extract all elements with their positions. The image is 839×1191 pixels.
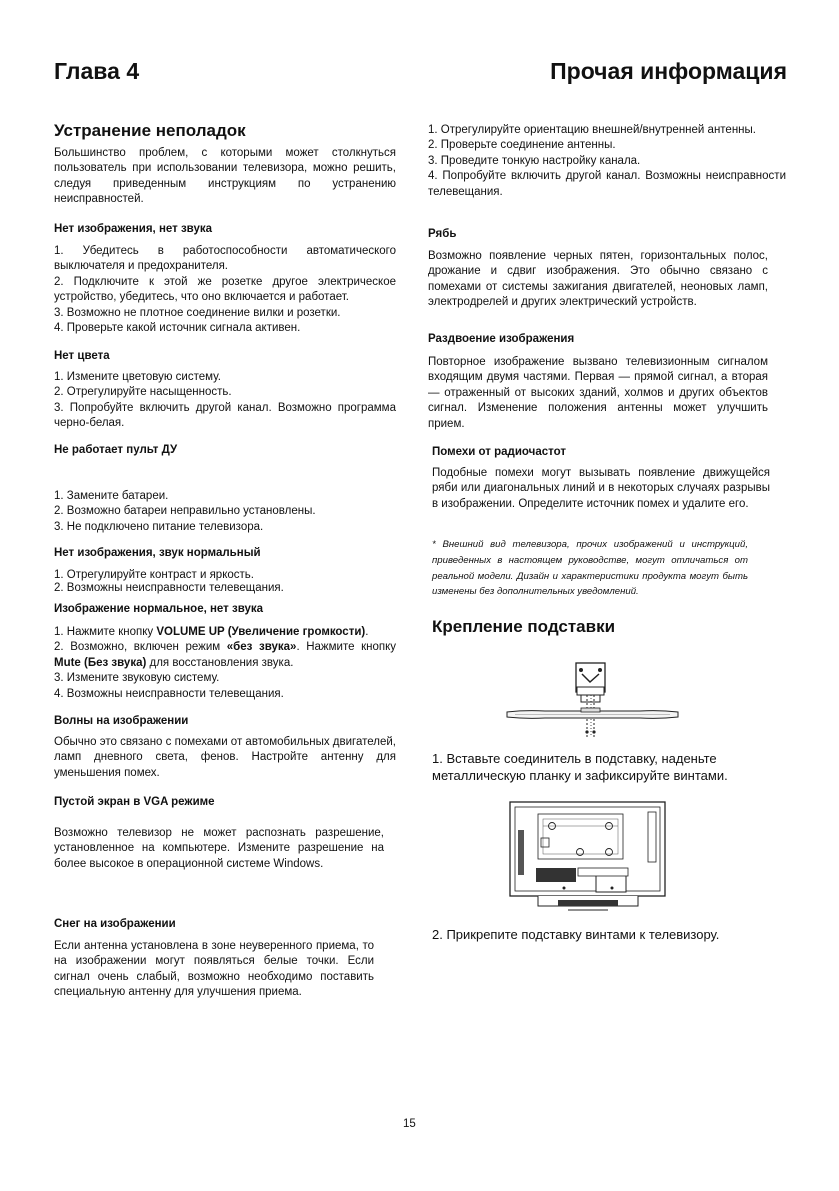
list-item: 2. Проверьте соединение антенны. — [428, 139, 616, 152]
text-run: 2. Возможно, включен режим — [54, 641, 227, 654]
no-color-list — [54, 370, 396, 432]
tv-back-panel — [510, 802, 665, 896]
ghosting-heading: Раздвоение изображения — [428, 333, 575, 345]
vga-heading: Пустой экран в VGA режиме — [54, 796, 215, 808]
list-item: 4. Попробуйте включить другой канал. Возможны неисправности телевещания. — [428, 170, 786, 198]
rf-text: Подобные помехи могут вызывать появление движущейся ряби или диагональных линий и в некоторых случаях разрывы в изображении. Определите источник помех и удалите его. — [432, 467, 770, 510]
stand-assembly-illustration — [505, 660, 680, 740]
no-picture-sound-ok-list — [54, 569, 396, 595]
ripple-text: Возможно появление черных пятен, горизонтальных полос, дрожание и сдвиг изображения. Это обычно связано с помехами от системы зажигания двигателей, неоновых ламп, электродрелей и других электрический устройств. — [428, 250, 768, 309]
waves-heading: Волны на изображении — [54, 715, 189, 727]
list-item: 1. Отрегулируйте ориентацию внешней/внутренней антенны. — [428, 124, 756, 136]
no-color-heading: Нет цвета — [54, 350, 110, 362]
step-2-caption: 2. Прикрепите подставку винтами к телевизору. — [432, 927, 720, 942]
no-picture-sound-ok-heading: Нет изображения, звук нормальный — [54, 547, 261, 559]
list-item: 3. Возможно не плотное соединение вилки и розетки. — [54, 306, 341, 319]
tv-back-illustration — [508, 800, 668, 920]
text-run: 1. Нажмите кнопку — [54, 626, 157, 638]
remote-heading: Не работает пульт ДУ — [54, 444, 178, 456]
mute-mode-label: «без звука» — [226, 641, 297, 654]
text-run: . Нажмите кнопку — [296, 641, 396, 654]
rf-heading: Помехи от радиочастот — [432, 446, 566, 458]
vga-text: Возможно телевизор не может распознать разрешение, установленное на компьютере. Измените разрешение на более высокое в операционной системе Windows. — [54, 827, 384, 870]
list-item: 3. Проведите тонкую настройку канала. — [428, 154, 641, 167]
remote-list — [54, 489, 396, 535]
troubleshooting-title: Устранение неполадок — [54, 121, 246, 140]
page-title: Прочая информация — [550, 58, 787, 84]
snow-text: Если антенна установлена в зоне неуверенного приема, то на изображении могут появляться белые точки. Если сигнал очень слабый, возможно необходимо поставить специальную антенну для улучшения приема. — [54, 940, 374, 999]
list-item: 3. Измените звуковую систему. — [54, 672, 220, 685]
stand-title: Крепление подставки — [432, 617, 616, 636]
step-1-caption: 1. Вставьте соединитель в подставку, наденьте металлическую планку и зафиксируйте винтами. — [432, 751, 728, 783]
no-picture-no-sound-list — [54, 244, 396, 336]
list-item: 1. Измените цветовую систему. — [54, 371, 221, 383]
picture-ok-no-sound-list — [54, 625, 396, 702]
list-item — [54, 640, 396, 671]
page-number: 15 — [403, 1118, 416, 1130]
volume-up-label: VOLUME UP (Увеличение громкости) — [156, 626, 366, 638]
list-item: 3. Попробуйте включить другой канал. Возможно программа черно-белая. — [54, 401, 396, 430]
disclaimer-note: * Внешний вид телевизора, прочих изображений и инструкций, приведенных в настоящем руководстве, могут отличаться от реальной модели. Дизайн и характеристики продукта могут быть изменены без дополнительных уведомлений. — [432, 539, 748, 598]
side-ports — [518, 830, 524, 875]
intro-paragraph: Большинство проблем, с которыми может столкнуться пользователь при использовании телевизора, можно решить, следуя приведенным инструкциям по устранению неисправностей. — [54, 147, 396, 206]
list-item: 1. Отрегулируйте контраст и яркость. — [54, 569, 254, 581]
no-picture-no-sound-heading: Нет изображения, нет звука — [54, 223, 213, 235]
waves-text: Обычно это связано с помехами от автомобильных двигателей, ламп дневного света, фенов. Настройте антенну для уменьшения помех. — [54, 736, 396, 779]
snow-heading: Снег на изображении — [54, 918, 176, 930]
ghosting-text: Повторное изображение вызвано телевизионным сигналом входящим двумя частями. Первая — прямой сигнал, а вторая — отраженный от высоких зданий, холмов и других объектов сигнал. Изменение положения антенны может улучшить прием. — [428, 356, 768, 430]
mute-button-label: Mute (Без звука) — [54, 656, 147, 669]
picture-ok-no-sound-heading: Изображение нормальное, нет звука — [54, 603, 264, 615]
chapter-label: Глава 4 — [54, 58, 140, 84]
ripple-heading: Рябь — [428, 228, 457, 240]
list-item: 4. Проверьте какой источник сигнала активен. — [54, 322, 301, 335]
list-item: 1. Убедитесь в работоспособности автоматического выключателя и предохранителя. — [54, 245, 396, 273]
antenna-list — [428, 123, 786, 200]
rear-vent — [536, 868, 576, 882]
list-item: 2. Возможны неисправности телевещания. — [54, 582, 284, 594]
stand-foot — [558, 900, 618, 906]
list-item: 2. Отрегулируйте насыщенность. — [54, 386, 232, 399]
text-run: . — [365, 626, 369, 638]
list-item: 2. Подключите к этой же розетке другое электрическое устройство, убедитесь, что оно включается и работает. — [54, 275, 396, 304]
list-item: 2. Возможно батареи неправильно установлены. — [54, 505, 316, 518]
list-item: 1. Замените батареи. — [54, 490, 169, 502]
list-item: 3. Не подключено питание телевизора. — [54, 520, 264, 533]
text-run: для восстановления звука. — [146, 656, 294, 669]
list-item: 4. Возможны неисправности телевещания. — [54, 687, 284, 700]
list-item — [54, 625, 396, 640]
